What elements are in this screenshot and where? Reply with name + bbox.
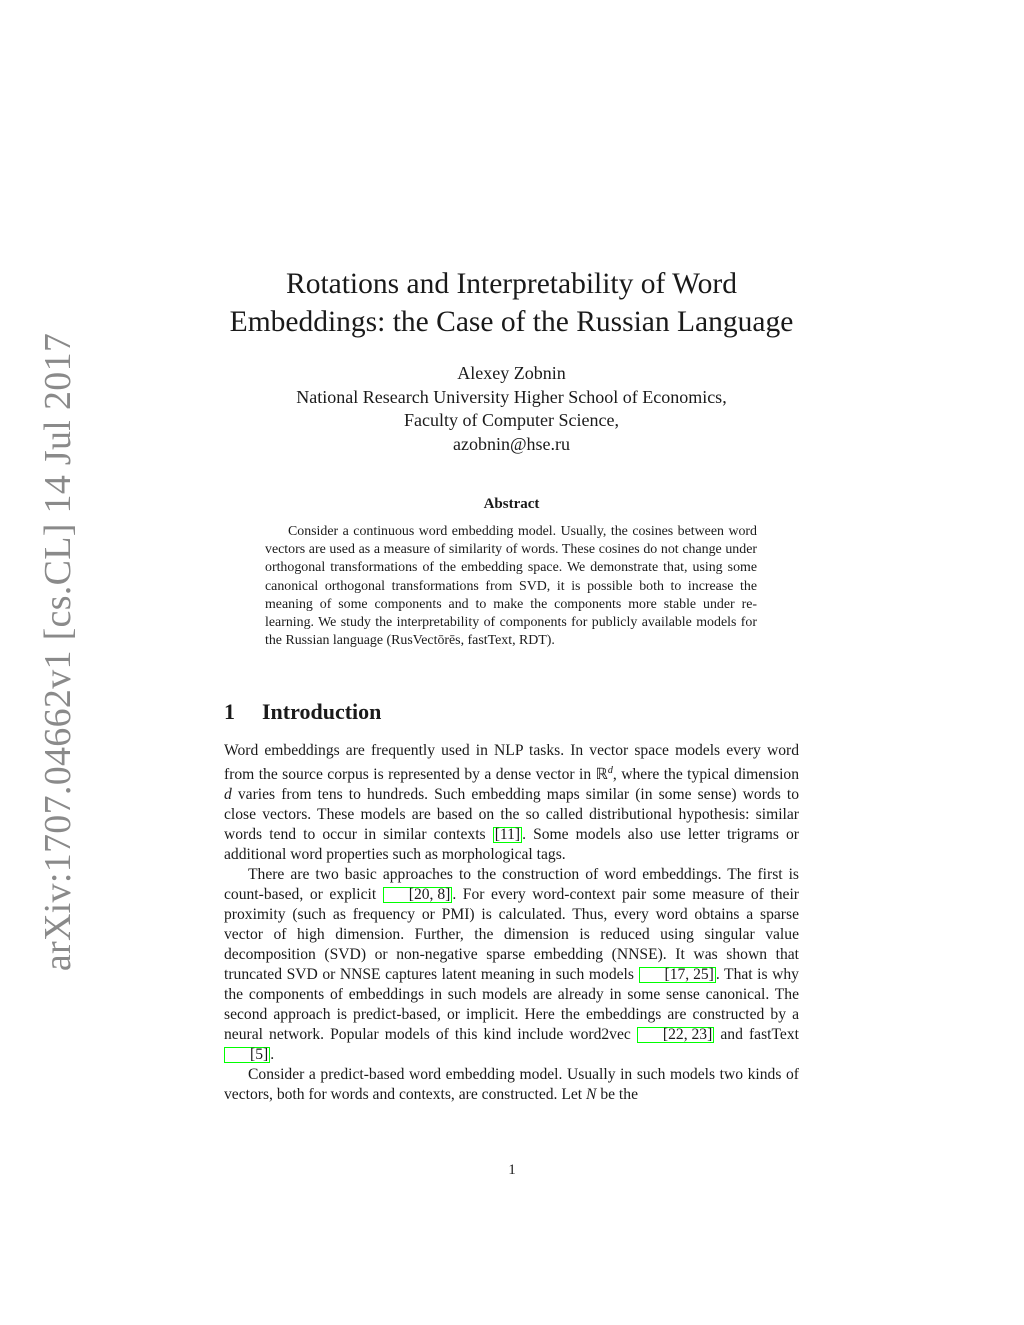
author-block xyxy=(224,362,799,456)
abstract xyxy=(265,523,757,650)
section-title: Introduction xyxy=(262,699,382,724)
citation-link[interactable]: [5] xyxy=(224,1047,270,1063)
section-number: 1 xyxy=(224,699,235,724)
math-rd: ℝ$^d$ xyxy=(595,765,613,784)
abstract-heading: Abstract xyxy=(483,496,540,512)
affiliation-line-1: National Research University Higher School of Economics, xyxy=(296,386,727,407)
author-name: Alexey Zobnin xyxy=(457,363,566,383)
title-line-2: Embeddings: the Case of the Russian Language xyxy=(229,306,794,338)
paper-title xyxy=(224,265,799,341)
citation-link[interactable]: [11] xyxy=(494,826,521,844)
affiliation-line-2: Faculty of Computer Science, xyxy=(404,410,619,430)
section-heading xyxy=(224,698,799,726)
body-text xyxy=(224,741,799,1105)
title-line-1: Rotations and Interpretability of Word xyxy=(286,268,737,300)
paragraph-1: Word embeddings are frequently used in NLP tasks. In vector space models every word from the source corpus is represented by a dense vector in ℝ$^d$, where the typical dimension d varies from tens to hundreds. Such embedding maps similar (in some sense) words to close vectors. These models are based on the so called distributional hypothesis: similar words tend to occur in similar contexts [11] . Some models also use letter trigrams or additional word properties such as morphological tags. xyxy=(224,742,800,864)
paragraph-3: Consider a predict-based word embedding model. Usually in such models two kinds of vectors, both for words and contexts, are constructed. Let N be the xyxy=(224,1066,799,1104)
author-email[interactable]: azobnin@hse.ru xyxy=(452,433,571,454)
citation-link[interactable]: [20, 8] xyxy=(383,887,453,903)
citation-link[interactable]: [22, 23] xyxy=(637,1027,714,1043)
arxiv-stamp: arXiv:1707.04662v1 [cs.CL] 14 Jul 2017 xyxy=(37,332,79,972)
abstract-text: Consider a continuous word embedding model. Usually, the cosines between word vectors are used as a measure of similarity of words. These cosines do not change under orthogonal transformations of the embedding space. We demonstrate that, using some canonical orthogonal transformations from SVD, it is possible both to increase the meaning of some components and to make the components more stable under re-learning. We study the interpretability of components for publicly available models for the Russian language (RusVectōrēs, fastText, RDT). xyxy=(265,524,757,649)
page-number: 1 xyxy=(508,1162,516,1178)
paragraph-2: There are two basic approaches to the construction of word embeddings. The first is count-based, or explicit [20, 8] . For every word-context pair some measure of their proximity (such as frequency or PMI) is calculated. Thus, every word obtains a sparse vector of high dimension. Further, the dimension is reduced using singular value decomposition (SVD) or non-negative sparse embedding (NNSE). It was shown that truncated SVD or NNSE captures latent meaning in such models [17, 25] . That is why the components of embeddings in such models are already in some sense canonical. The second approach is predict-based, or implicit. Here the embeddings are constructed by a neural network. Popular models of this kind include word2vec [22, 23] and fastText [5] . xyxy=(224,866,799,1064)
citation-link[interactable]: [17, 25] xyxy=(639,967,716,983)
